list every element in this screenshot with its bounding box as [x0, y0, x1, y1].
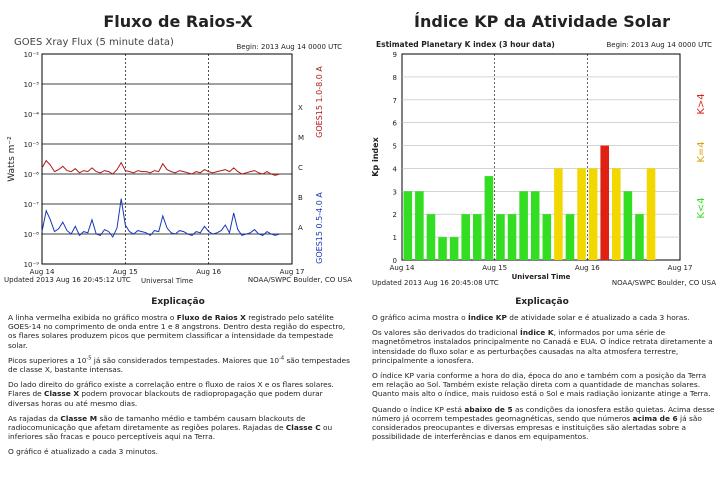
class-label-x: X — [298, 104, 303, 112]
class-label-b: B — [298, 194, 303, 202]
kp-bar — [624, 191, 633, 260]
y-tick-label: 10⁻⁶ — [23, 171, 39, 179]
kp-bar — [415, 191, 424, 260]
kp-legend-label: K>4 — [696, 93, 707, 115]
kp-index-chart — [364, 32, 720, 290]
explanation-text — [8, 313, 352, 463]
y-tick-label: 10⁻⁴ — [23, 111, 39, 119]
section-title: Explicação — [515, 297, 569, 307]
kp-legend-label: K=4 — [696, 141, 707, 163]
y-tick-label: 10⁻⁹ — [23, 261, 39, 269]
paragraph-3: Do lado direito do gráfico existe a correlação entre o fluxo de raios X e os flares solares. Flares de Classe X podem provocar blackouts de radiopropagação que podem durar diversas horas ou até mesmo dias. — [8, 380, 334, 408]
x-tick-label: Aug 17 — [667, 264, 693, 272]
kp-bar — [600, 146, 609, 260]
section-title: Explicação — [151, 297, 205, 307]
kp-bar — [554, 168, 563, 260]
x-tick-label: Aug 15 — [482, 264, 508, 272]
y-tick-label: 10⁻⁷ — [23, 201, 39, 209]
class-label-c: C — [298, 164, 303, 172]
kp-bar — [427, 214, 436, 260]
y-tick-label: 7 — [392, 96, 397, 105]
class-label-m: M — [298, 134, 305, 142]
kp-bar — [485, 176, 494, 260]
plot-frame — [42, 54, 292, 264]
class-label-a: A — [298, 224, 303, 232]
kp-bar — [612, 168, 621, 260]
paragraph-5: O gráfico é atualizado a cada 3 minutos. — [8, 447, 158, 457]
kp-bar — [508, 214, 517, 260]
kp-bar — [404, 191, 413, 260]
xray-panel — [0, 0, 356, 485]
y-tick-label: 10⁻² — [23, 51, 39, 59]
y-tick-label: 10⁻⁵ — [23, 141, 39, 149]
paragraph-4: As rajadas da Classe M são de tamanho médio e também causam blackouts de radiocomunicação que afetam diretamente as regiões polares. Rajadas de Classe C ou inferiores são fracas e pouco perceptíveis aqui na Terra. — [8, 413, 333, 442]
page-title: Fluxo de Raios-X — [103, 12, 253, 31]
y-tick-label: 10⁻⁸ — [23, 231, 39, 239]
paragraph-2: Os valores são derivados do tradicional Índice K, informados por uma série de magnetômetros instalados principalmente no Canadá e EUA. O índice retrata diretamente a intensidade do fluxo solar e as perturbações causadas na alta atmosfera terrestre, principalmente a ionosfera. — [372, 328, 713, 365]
kp-bar — [519, 191, 528, 260]
y-tick-label: 9 — [392, 51, 397, 59]
kp-bar — [461, 214, 470, 260]
kp-bar — [647, 168, 656, 260]
page-title: Índice KP da Atividade Solar — [414, 12, 670, 31]
series-name-long: GOES15 1.0-8.0 A — [315, 66, 324, 138]
begin-label: Begin: 2013 Aug 14 0000 UTC — [606, 41, 712, 49]
kp-bar — [473, 214, 482, 260]
updated-label: Updated 2013 Aug 16 20:45:12 UTC — [4, 276, 131, 284]
y-tick-label: 1 — [392, 234, 397, 243]
y-tick-label: 6 — [392, 119, 397, 128]
source-label: NOAA/SWPC Boulder, CO USA — [611, 279, 716, 287]
begin-label: Begin: 2013 Aug 14 0000 UTC — [236, 43, 342, 51]
y-tick-label: 10⁻³ — [23, 81, 39, 89]
x-axis-label: Universal Time — [140, 277, 194, 285]
paragraph-1: O gráfico acima mostra o Índice KP de atividade solar e é atualizado a cada 3 horas. — [372, 313, 690, 322]
updated-label: Updated 2013 Aug 16 20:45:08 UTC — [372, 279, 499, 287]
x-tick-label: Aug 16 — [196, 268, 222, 276]
series-name-short: GOES15 0.5-4.0 A — [315, 192, 324, 264]
kp-bar — [543, 214, 552, 260]
chart-header: GOES Xray Flux (5 minute data) — [14, 37, 174, 48]
paragraph-1: A linha vermelha exibida no gráfico mostra o Fluxo de Raios X registrado pelo satélite GOES-14 no comprimento de onda entre 1 e 8 angstrons. Dentro desta região do espectro, os flares solares produzem picos que permitem classificar a intensidade da tempestade solar. — [8, 313, 346, 350]
explanation-text — [372, 313, 716, 447]
kp-panel — [364, 0, 720, 485]
kp-bar — [577, 168, 586, 260]
x-axis-label: Universal Time — [511, 273, 571, 281]
kp-bar — [438, 237, 447, 260]
kp-legend-label: K<4 — [696, 197, 707, 219]
paragraph-4: Quando o índice KP está abaixo de 5 as condições da ionosfera estão quietas. Acima desse número já ocorrem tempestades geomagnéticas, sendo que números acima de 6 já são considerados preocupantes e diversas empresas e instituições são alertadas sobre a possibilidade de interferências e danos em equipamentos. — [372, 404, 715, 442]
x-tick-label: Aug 16 — [574, 264, 600, 272]
y-tick-label: 3 — [392, 188, 397, 197]
y-tick-label: 8 — [392, 73, 397, 82]
paragraph-3: O índice KP varia conforme a hora do dia, época do ano e também com a posição da Terra em relação ao Sol. Também existe relação direta com a quantidade de manchas solares. Quanto mais alto o índice, mais ruidoso está o Sol e mais radiação ionizante atinge a Terra. — [372, 371, 711, 399]
y-tick-label: 5 — [392, 142, 397, 151]
x-tick-label: Aug 17 — [279, 268, 305, 276]
y-axis-label: Watts m⁻² — [7, 136, 17, 182]
paragraph-2: Picos superiores a $10^{-5}$ já são considerados tempestades. Maiores que $10^{-4}$ são tempestades de classe X, bastante intensas. — [8, 355, 350, 375]
xray-flux-chart — [0, 32, 356, 290]
y-tick-label: 2 — [392, 211, 397, 220]
y-tick-label: 4 — [392, 165, 397, 174]
y-tick-label: 0 — [392, 257, 397, 265]
x-tick-label: Aug 15 — [112, 268, 138, 276]
kp-bar — [496, 214, 505, 260]
kp-bar — [566, 214, 575, 260]
kp-bar — [450, 237, 459, 260]
chart-header: Estimated Planetary K index (3 hour data) — [376, 40, 555, 49]
kp-bar — [635, 214, 644, 260]
kp-bar — [531, 191, 540, 260]
kp-bar — [589, 168, 598, 260]
x-tick-label: Aug 14 — [29, 268, 55, 276]
source-label: NOAA/SWPC Boulder, CO USA — [247, 276, 352, 284]
y-axis-label: Kp index — [371, 137, 380, 177]
x-tick-label: Aug 14 — [389, 264, 415, 272]
